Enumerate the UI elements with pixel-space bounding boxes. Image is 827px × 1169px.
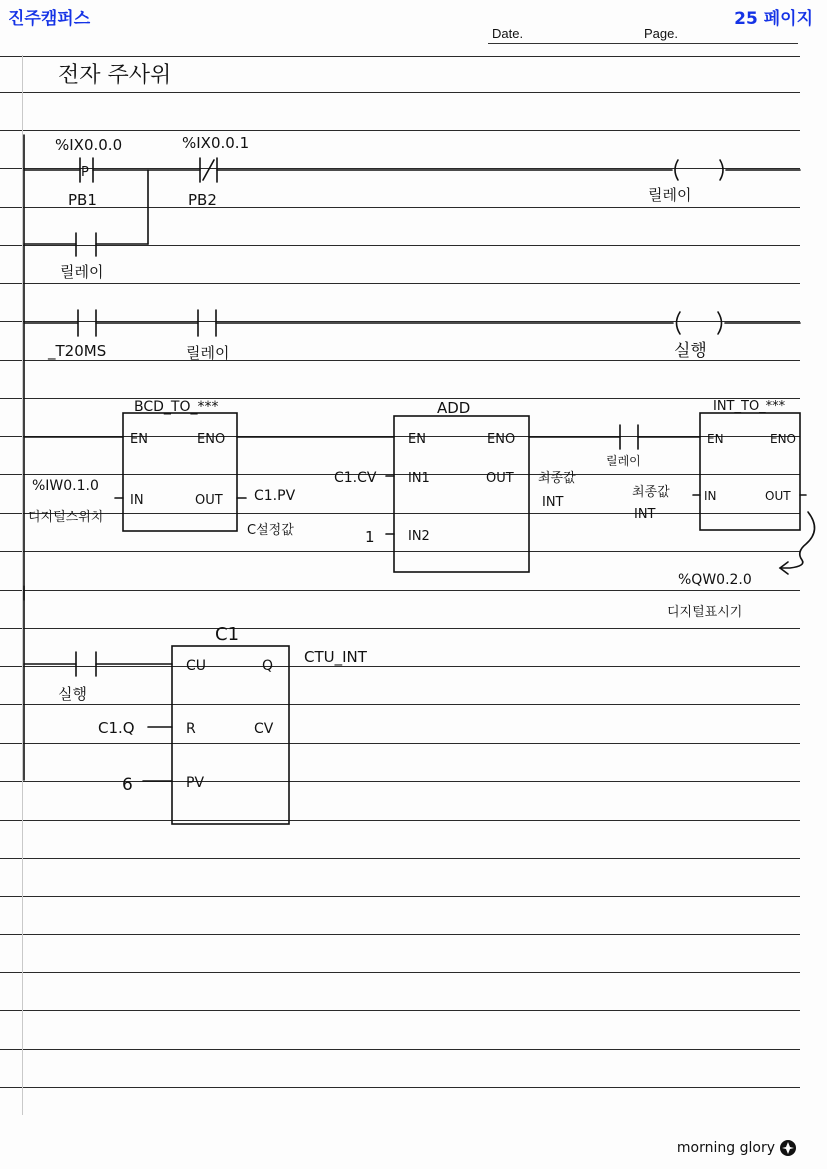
int-eno: ENO — [770, 432, 797, 446]
int-in: IN — [704, 489, 717, 503]
pb2-address: %IX0.0.1 — [182, 134, 250, 152]
int-output-desc: 디지털표시기 — [667, 605, 743, 620]
pb1-label: PB1 — [68, 191, 97, 209]
pb1-symbol: P — [81, 165, 89, 180]
bcd-output-var: C1.PV — [254, 488, 296, 504]
counter-reset-input: C1.Q — [98, 719, 135, 737]
counter-q: Q — [262, 658, 274, 674]
brand-footer — [677, 1139, 797, 1157]
bcd-input-address: %IW0.1.0 — [32, 478, 99, 494]
int-in-var: 최종값 — [632, 485, 670, 500]
relay-contact-label: 릴레이 — [186, 344, 230, 362]
counter-type: CTU_INT — [304, 648, 367, 666]
add-en: EN — [408, 432, 426, 447]
counter-cu: CU — [186, 658, 207, 674]
bcd-en: EN — [130, 432, 148, 447]
int-output-address: %QW0.2.0 — [678, 572, 752, 588]
add-in1-var: C1.CV — [334, 470, 377, 486]
note-title: 전자 주사위 — [58, 63, 172, 88]
add-out-type: INT — [542, 495, 564, 510]
add-in1: IN1 — [408, 471, 430, 486]
campus-title: 진주캠퍼스 — [8, 9, 91, 29]
counter-preset-value: 6 — [122, 775, 133, 795]
run-coil-label: 실행 — [674, 341, 707, 361]
counter-name: C1 — [215, 624, 240, 645]
add-out-var: 최종값 — [538, 471, 576, 486]
relay-contact-rung3-label: 릴레이 — [606, 454, 641, 468]
relay-coil-label: 릴레이 — [648, 186, 692, 204]
counter-cv: CV — [254, 721, 274, 737]
add-out: OUT — [486, 471, 514, 486]
flower-logo-icon — [779, 1139, 797, 1157]
add-in2-value: 1 — [365, 528, 375, 546]
bcd-eno: ENO — [197, 432, 226, 447]
int-in-type: INT — [634, 507, 656, 522]
counter-r: R — [186, 721, 196, 737]
add-eno: ENO — [487, 432, 516, 447]
brand-name: morning glory — [676, 1140, 775, 1156]
bcd-out: OUT — [195, 493, 223, 508]
counter-pv: PV — [186, 775, 205, 791]
counter-contact-label: 실행 — [58, 685, 87, 703]
pb2-label: PB2 — [188, 191, 217, 209]
bcd-input-desc: 디지털스위치 — [28, 510, 104, 525]
bcd-block-title: BCD_TO_*** — [134, 399, 219, 415]
t20ms-label: _T20MS — [48, 342, 107, 360]
bcd-output-desc: C설정값 — [247, 523, 294, 538]
int-en: EN — [707, 432, 724, 446]
bcd-in: IN — [130, 493, 144, 508]
add-block-title: ADD — [437, 399, 471, 417]
add-in2: IN2 — [408, 529, 430, 544]
page-label: Page. — [644, 26, 678, 41]
date-label: Date. — [492, 26, 524, 41]
page-number: 25 페이지 — [734, 9, 813, 29]
relay-branch-label: 릴레이 — [60, 263, 104, 281]
int-out: OUT — [765, 489, 791, 503]
pb1-address: %IX0.0.0 — [55, 136, 123, 154]
int-block-title: INT_TO_*** — [713, 399, 786, 414]
